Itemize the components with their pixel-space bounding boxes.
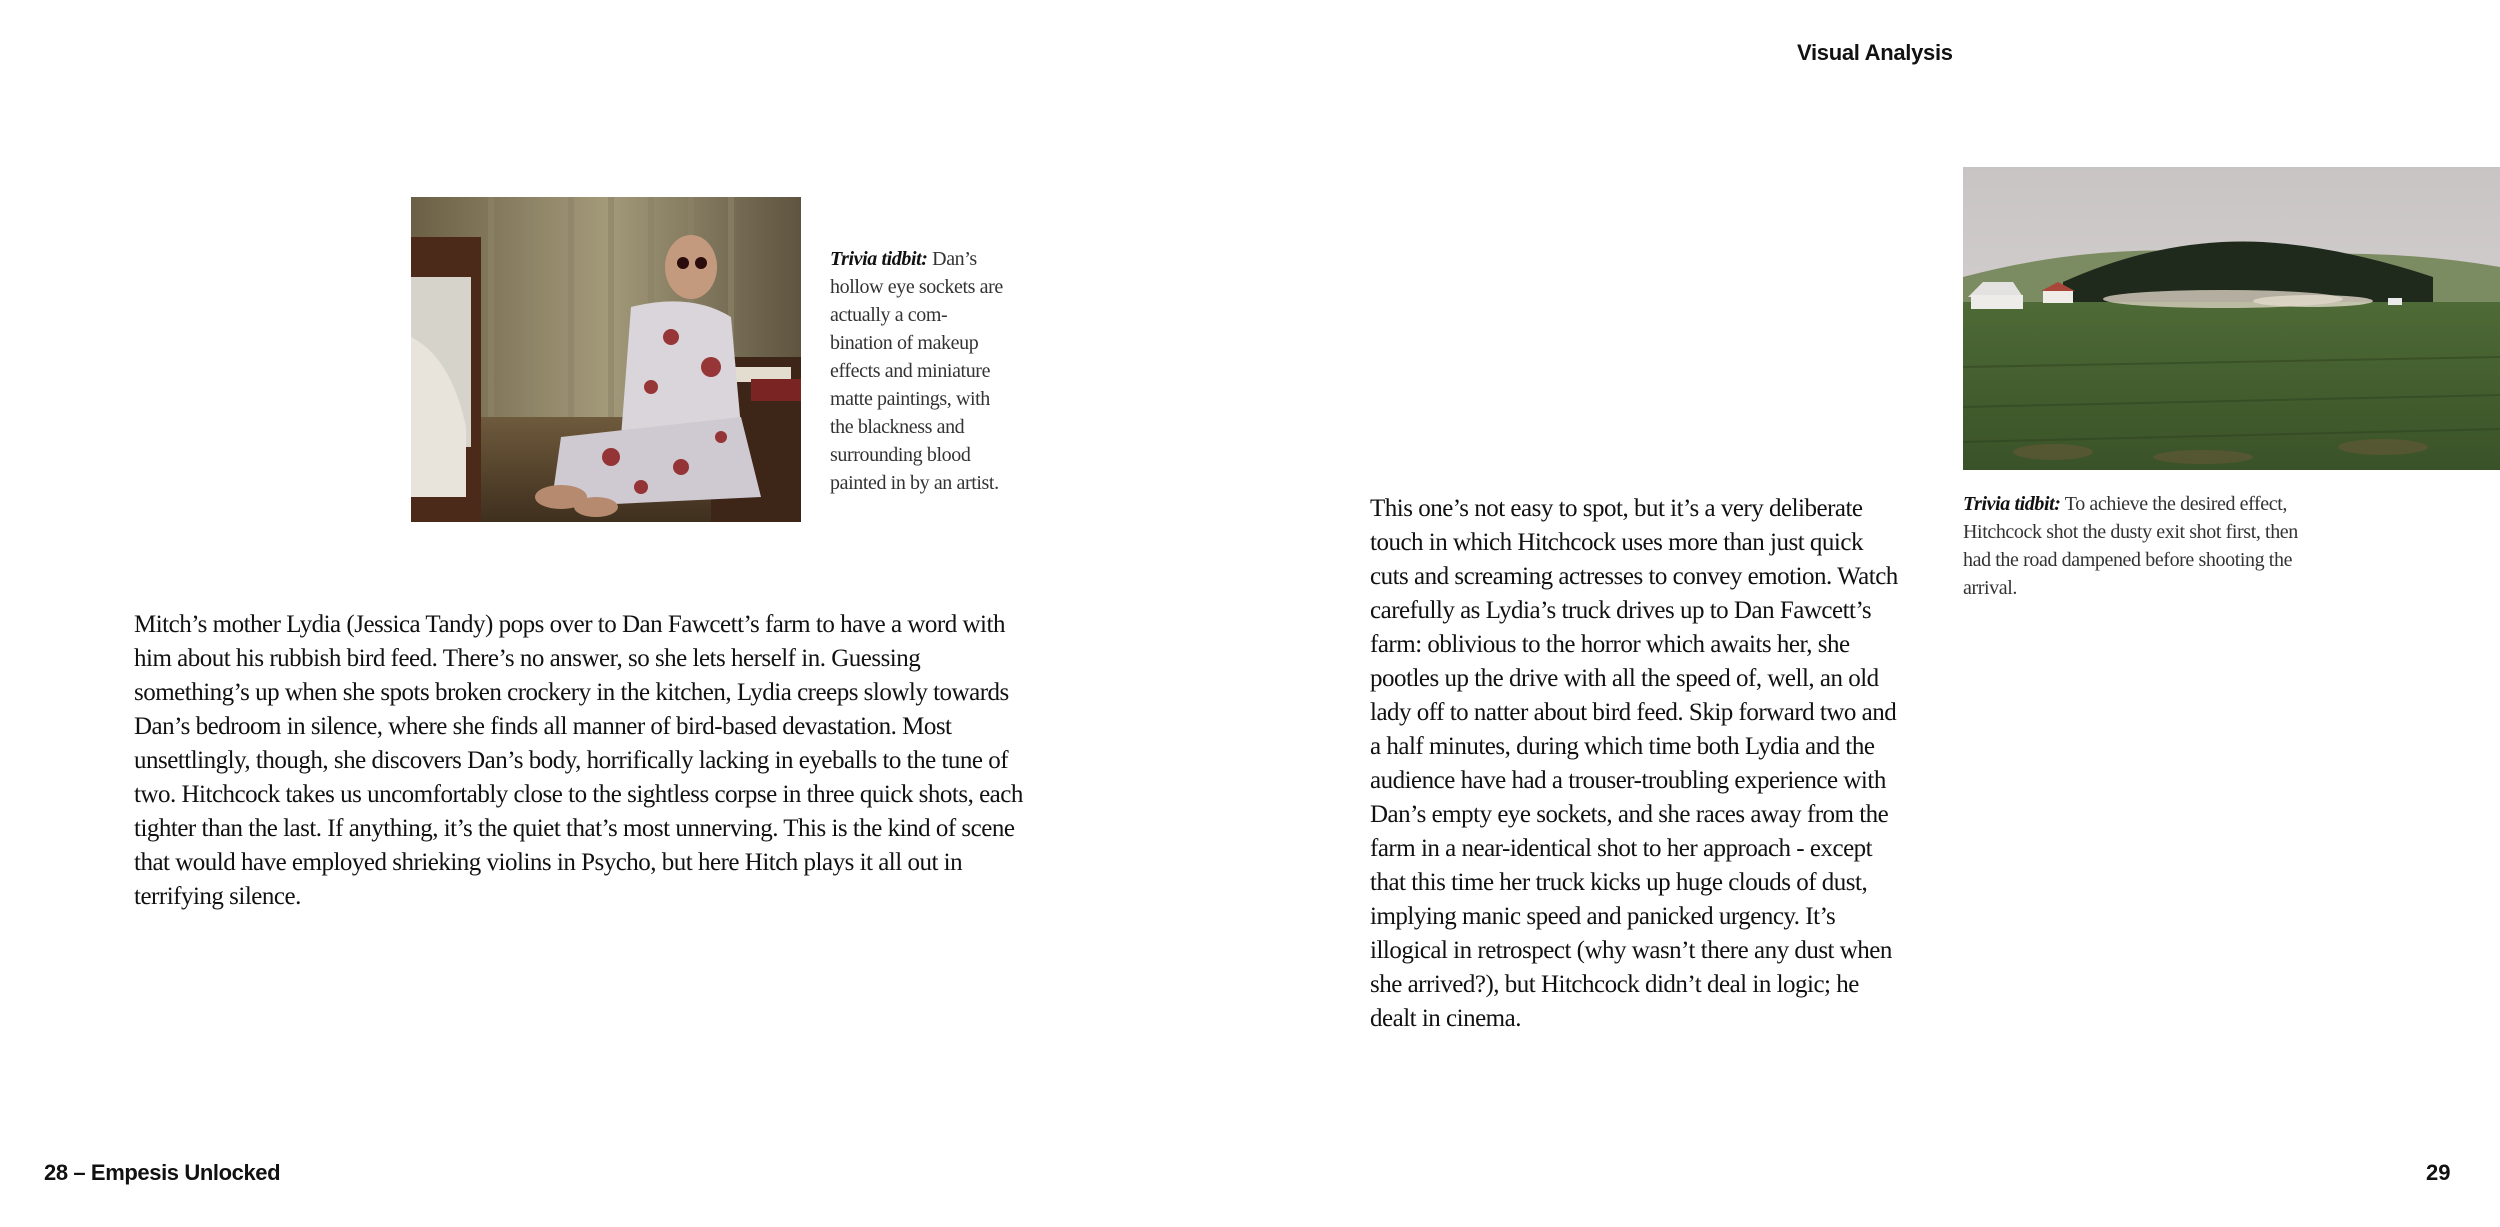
footer-page-number: 29 xyxy=(2426,1160,2451,1185)
caption-lead-right: Trivia tidbit: xyxy=(1963,493,2061,515)
section-title: Visual Analysis xyxy=(1797,40,1953,65)
figure-caption-right xyxy=(1963,490,2313,602)
body-text-right: This one’s not easy to spot, but it’s a very deliberate touch in which Hitchcock uses more than just quick cuts and screaming actresses to convey emotion. Watch carefully as Lydia’s truck drives up to Dan Fawcett’s farm: oblivious to the horror which awaits her, she pootles up the drive with all the speed of, well, an old lady off to natter about bird feed. Skip forward two and a half minutes, during which time both Lydia and the audience have had a trouser-troubling experience with Dan’s empty eye sockets, and she races away from the farm in a near-identical shot to her approach - except that this time her truck kicks up huge clouds of dust, implying manic speed and panicked urgency. It’s illogical in retrospect (why wasn’t there any dust when she arrived?), but Hitchcock didn’t deal in logic; he dealt in cinema. xyxy=(1370,495,1898,1032)
film-still-bedroom xyxy=(411,197,801,522)
footer-page-label: 28 – Empesis Unlocked xyxy=(44,1160,281,1185)
film-still-farm xyxy=(1963,167,2500,470)
figure-caption-left xyxy=(830,245,1005,497)
caption-lead-left: Trivia tidbit: xyxy=(830,248,928,270)
caption-text-right: To achieve the desired effect, Hitchcock shot the dusty exit shot first, then had the road dampened before shooting the arrival. xyxy=(1963,493,2298,599)
body-text-left: Mitch’s mother Lydia (Jessica Tandy) pops over to Dan Fawcett’s farm to have a word with him about his rubbish bird feed. There’s no answer, so she lets herself in. Guessing something’s up when she spots broken crockery in the kitchen, Lydia creeps slowly towards Dan’s bedroom in silence, where she finds all manner of bird-based devastation. Most unsettlingly, though, she discovers Dan’s body, horrifically lacking in eyeballs to the tune of two. Hitchcock takes us uncomfortably close to the sightless corpse in three quick shots, each tighter than the last. If anything, it’s the quiet that’s most unnerving. This is the kind of scene that would have employed shrieking violins in Psycho, but here Hitch plays it all out in terrifying silence. xyxy=(134,611,1023,910)
caption-text-left: Dan’s hollow eye sockets are actually a com-bination of makeup effects and miniature matte paintings, with the blackness and surrounding blood painted in by an artist. xyxy=(830,248,1003,494)
